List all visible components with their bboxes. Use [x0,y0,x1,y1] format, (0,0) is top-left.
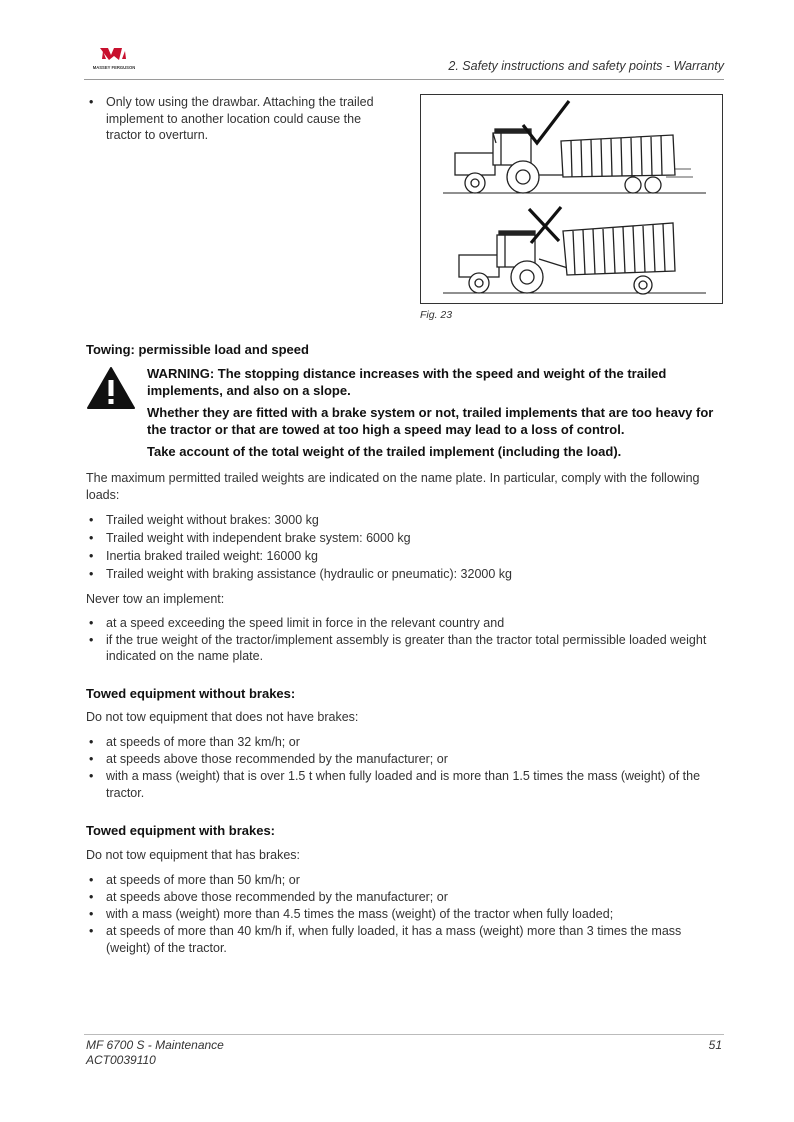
figure-caption: Fig. 23 [420,309,453,321]
cross-icon [529,207,561,243]
list-item: • at speeds above those recommended by the manufacturer; or [86,751,716,768]
footer-doc-code: ACT0039110 [86,1053,156,1067]
tractor-trailer-incorrect-illustration [443,223,706,294]
warning-text-2: Whether they are fitted with a brake system or not, trailed implements that are too heavy for the tractor or that are towed at too high a speed may lead to a loss of control. [147,405,714,437]
list-item: • Trailed weight with independent brake system: 6000 kg [86,529,716,547]
loads-list [86,511,716,583]
list-item: • with a mass (weight) that is over 1.5 t when fully loaded and is more than 1.5 times the mass (weight) of the tractor. [86,768,716,802]
list-item: • Only tow using the drawbar. Attaching the trailed implement to another location could cause the tractor to overturn. [86,94,376,144]
footer-doc-title: MF 6700 S - Maintenance [86,1038,224,1052]
without-brakes-intro: Do not tow equipment that does not have brakes: [86,710,359,724]
warning-triangle-icon [86,366,136,410]
list-item: • Inertia braked trailed weight: 16000 kg [86,547,716,565]
without-brakes-heading: Towed equipment without brakes: [86,686,296,701]
with-brakes-heading: Towed equipment with brakes: [86,823,276,838]
list-item: • at speeds of more than 32 km/h; or [86,734,716,751]
list-item: • Trailed weight with braking assistance (hydraulic or pneumatic): 32000 kg [86,565,716,583]
list-item: • at speeds of more than 50 km/h; or [86,872,716,889]
header-divider [84,79,724,80]
without-brakes-list [86,734,716,802]
section-title: 2. Safety instructions and safety points - Warranty [448,59,724,73]
list-item: • Trailed weight without brakes: 3000 kg [86,511,716,529]
warning-text-1: WARNING: The stopping distance increases with the speed and weight of the trailed implements, and also on a slope. [147,366,667,398]
warning-text-3: Take account of the total weight of the trailed implement (including the load). [147,444,622,459]
brand-logo [86,46,142,74]
towing-intro: The maximum permitted trailed weights are indicated on the name plate. In particular, comply with the following loads: [86,471,700,502]
list-item: • at speeds of more than 40 km/h if, when fully loaded, it has a mass (weight) more than 3 times the mass (weight) of the tractor. [86,923,716,957]
list-item: • at speeds above those recommended by the manufacturer; or [86,889,716,906]
intro-bullet-list [86,94,376,144]
list-item: • if the true weight of the tractor/implement assembly is greater than the tractor total permissible loaded weight indicated on the name plate. [86,632,716,665]
page-number: 51 [708,1038,722,1052]
tractor-trailer-correct-illustration [443,129,706,193]
footer-divider [84,1034,724,1035]
never-tow-list [86,615,716,665]
list-item: • with a mass (weight) more than 4.5 times the mass (weight) of the tractor when fully loaded; [86,906,716,923]
logo-text: MASSEY FERGUSON [92,65,136,70]
figure-23 [420,94,723,304]
with-brakes-list [86,872,716,957]
list-item: • at a speed exceeding the speed limit in force in the relevant country and [86,615,716,632]
never-tow-intro: Never tow an implement: [86,592,225,606]
towing-heading: Towing: permissible load and speed [86,342,309,357]
with-brakes-intro: Do not tow equipment that has brakes: [86,848,301,862]
footer-doc-info [86,1038,224,1068]
